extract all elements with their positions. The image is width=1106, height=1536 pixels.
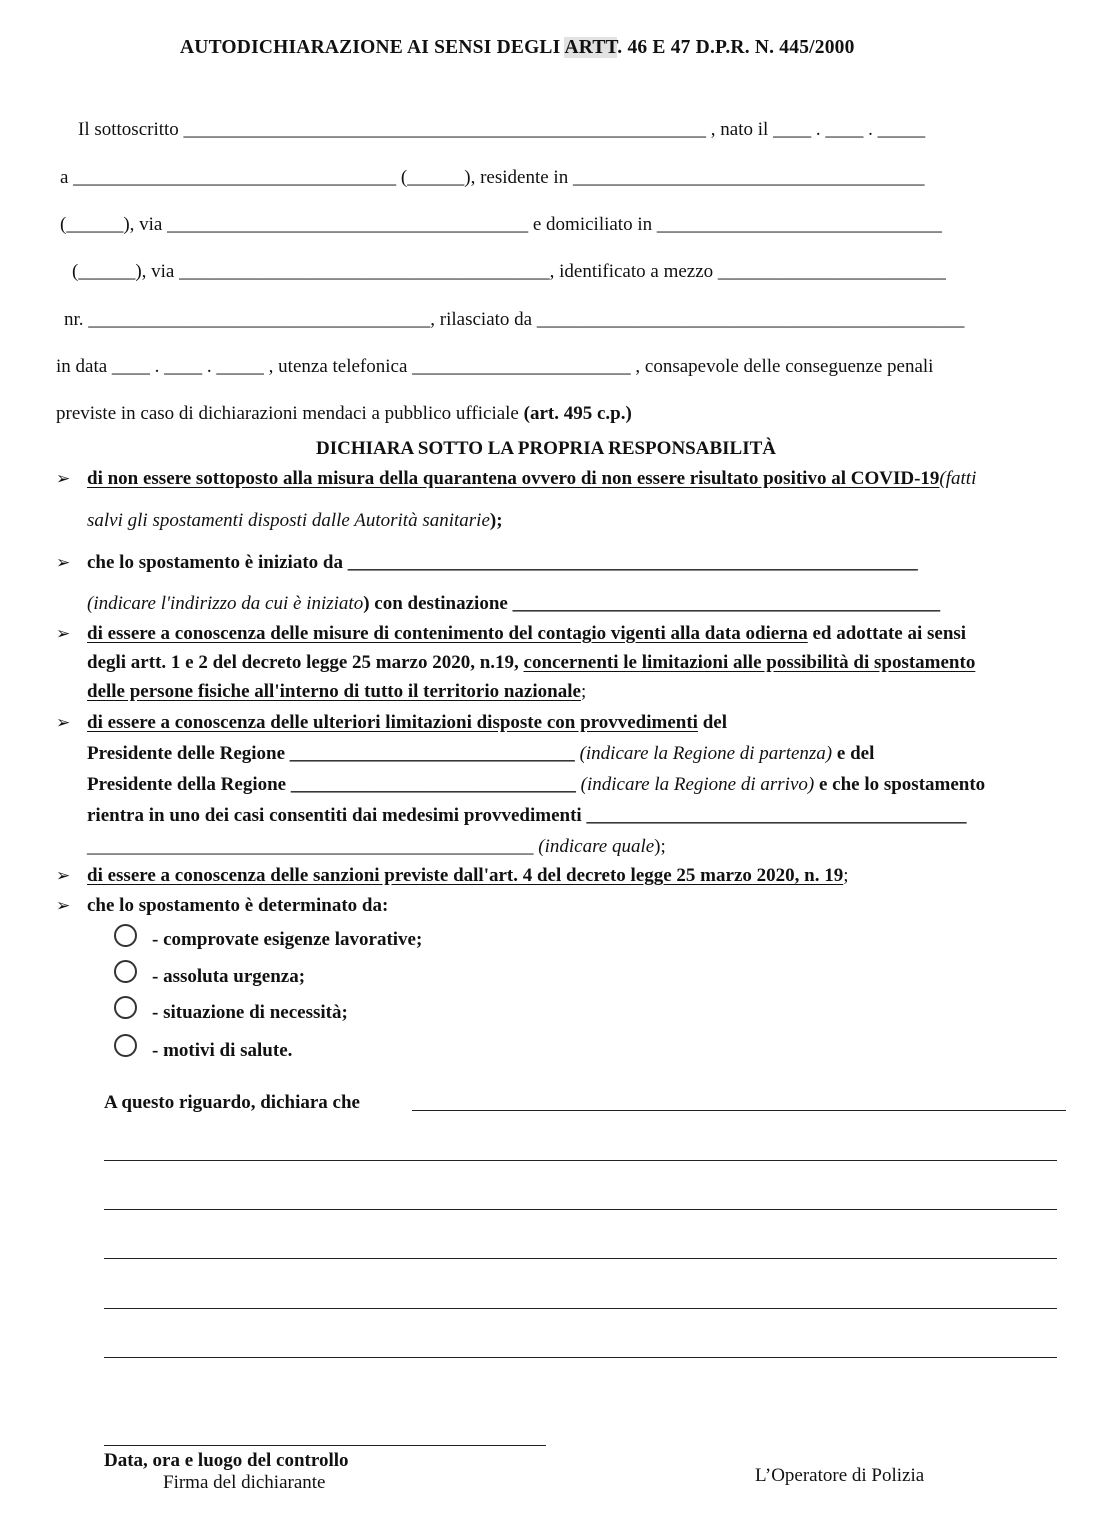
radio-assoluta-urgenza[interactable] <box>114 960 137 983</box>
radio-motivi-salute[interactable] <box>114 1034 137 1057</box>
regione-partenza-field[interactable]: Presidente delle Regione ______________________________ (indicare la Regione di partenza) e del <box>87 743 875 764</box>
line-data-telefono[interactable]: in data ____ . ____ . _____ , utenza telefonica _______________________ , consapevole delle conseguenze penali <box>56 356 934 377</box>
provvedimenti-field[interactable]: rientra in uno dei casi consentiti dai medesimi provvedimenti ________________________________________ <box>87 805 967 826</box>
radio-esigenze-lavorative[interactable] <box>114 924 137 947</box>
radio-situazione-necessita[interactable] <box>114 996 137 1019</box>
document-title: AUTODICHIARAZIONE AI SENSI DEGLI ARTT. 46 E 47 D.P.R. N. 445/2000 <box>180 37 855 58</box>
line-residenza[interactable]: a __________________________________ (______), residente in _____________________________________ <box>60 167 925 188</box>
declaration-line[interactable] <box>104 1160 1057 1161</box>
arrow-bullet-icon: ➢ <box>56 896 71 915</box>
firma-label: Firma del dichiarante <box>163 1472 326 1493</box>
line-sottoscritto[interactable]: Il sottoscritto _______________________________________________________ , nato il ____ . ____ . _____ <box>78 119 926 140</box>
declaration-line[interactable] <box>104 1357 1057 1358</box>
bullet-limitazioni: di essere a conoscenza delle ulteriori limitazioni disposte con provvedimenti del <box>87 712 727 733</box>
bullet-quarantena-cont: salvi gli spostamenti disposti dalle Autorità sanitarie); <box>87 510 503 531</box>
line-identificato[interactable]: (______), via _______________________________________, identificato a mezzo ________________________ <box>72 261 946 282</box>
option-label: - assoluta urgenza; <box>152 966 306 987</box>
arrow-bullet-icon: ➢ <box>56 624 71 643</box>
option-label: - motivi di salute. <box>152 1040 293 1061</box>
line-documento[interactable]: nr. ____________________________________, rilasciato da _____________________________________________ <box>64 309 965 330</box>
bullet-quarantena: di non essere sottoposto alla misura della quarantena ovvero di non essere risultato positivo al COVID-19(fatti <box>87 468 977 489</box>
title-highlight: ARTT <box>564 37 618 58</box>
operatore-label: L’Operatore di Polizia <box>755 1465 925 1486</box>
data-ora-luogo-line[interactable] <box>104 1445 546 1446</box>
line-domicilio[interactable]: (______), via ______________________________________ e domiciliato in ______________________________ <box>60 214 942 235</box>
bullet-sanzioni: di essere a conoscenza delle sanzioni previste dall'art. 4 del decreto legge 25 marzo 2020, n. 19; <box>87 865 849 886</box>
arrow-bullet-icon: ➢ <box>56 469 71 488</box>
option-label: - situazione di necessità; <box>152 1002 348 1023</box>
bullet-destinazione[interactable]: (indicare l'indirizzo da cui è iniziato) con destinazione _____________________________________________ <box>87 593 941 614</box>
quale-field[interactable]: _______________________________________________ (indicare quale); <box>87 836 666 857</box>
arrow-bullet-icon: ➢ <box>56 553 71 572</box>
option-label: - comprovate esigenze lavorative; <box>152 929 423 950</box>
arrow-bullet-icon: ➢ <box>56 713 71 732</box>
bullet-misure-line3: delle persone fisiche all'interno di tutto il territorio nazionale; <box>87 681 587 702</box>
section-heading: DICHIARA SOTTO LA PROPRIA RESPONSABILITÀ <box>316 438 776 459</box>
declaration-line[interactable] <box>104 1308 1057 1309</box>
bullet-determinato: che lo spostamento è determinato da: <box>87 895 389 916</box>
declaration-line[interactable] <box>412 1110 1066 1111</box>
line-previste: previste in caso di dichiarazioni mendaci a pubblico ufficiale (art. 495 c.p.) <box>56 403 632 424</box>
bullet-spostamento-origine[interactable]: che lo spostamento è iniziato da ____________________________________________________________ <box>87 552 918 573</box>
regione-arrivo-field[interactable]: Presidente della Regione ______________________________ (indicare la Regione di arrivo) e che lo spostamento <box>87 774 986 795</box>
declaration-line[interactable] <box>104 1258 1057 1259</box>
regard-label: A questo riguardo, dichiara che <box>104 1092 360 1113</box>
bullet-misure-line2: degli artt. 1 e 2 del decreto legge 25 marzo 2020, n.19, concernenti le limitazioni alle possibilità di spostamento <box>87 652 976 673</box>
data-ora-luogo-label: Data, ora e luogo del controllo <box>104 1450 349 1471</box>
declaration-line[interactable] <box>104 1209 1057 1210</box>
arrow-bullet-icon: ➢ <box>56 866 71 885</box>
bullet-misure-line1: di essere a conoscenza delle misure di contenimento del contagio vigenti alla data odierna ed adottate ai sensi <box>87 623 967 644</box>
